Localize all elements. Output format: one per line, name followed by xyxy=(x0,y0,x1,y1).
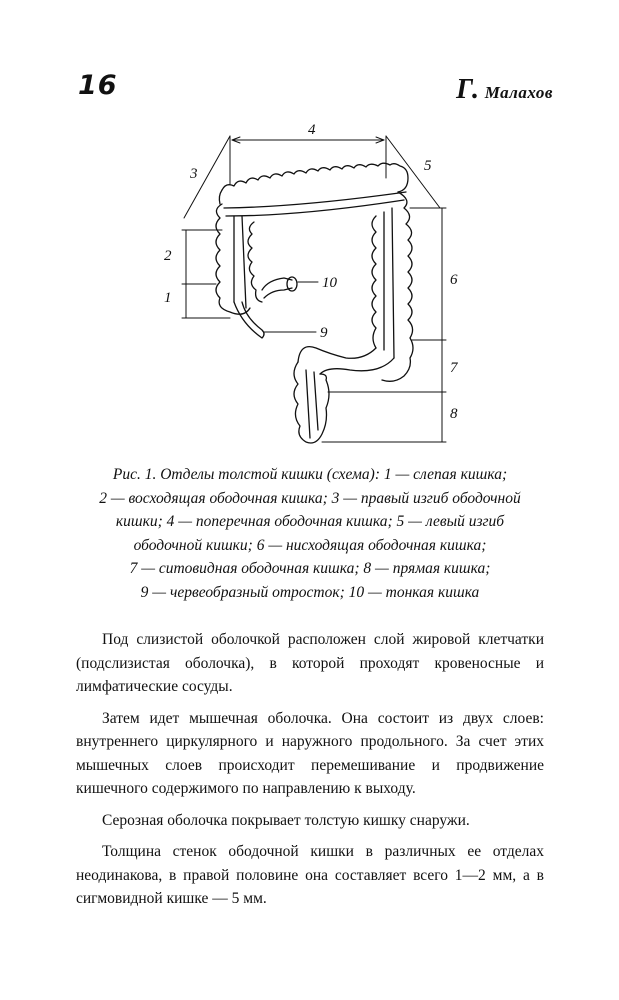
colon-diagram-svg xyxy=(150,112,490,457)
appendix-shape xyxy=(234,302,264,338)
transverse-colon-lower-edge xyxy=(219,190,222,204)
author-surname: Малахов xyxy=(484,83,553,102)
descending-colon-outer xyxy=(382,192,413,381)
caption-line: 2 — восходящая ободочная кишка; 3 — правый изгиб ободочной xyxy=(99,489,521,507)
sigmoid-colon-shape-2 xyxy=(320,358,394,374)
dimension-lines xyxy=(182,136,446,442)
paragraph: Серозная оболочка покрывает толстую кишку снаружи. xyxy=(102,811,470,829)
label-9: 9 xyxy=(320,325,328,341)
author-initials: Г. xyxy=(456,74,480,105)
caption-line: 9 — червеобразный отросток; 10 — тонкая кишка xyxy=(140,583,480,601)
running-head-author xyxy=(456,74,553,106)
label-1: 1 xyxy=(164,290,172,306)
label-10: 10 xyxy=(322,275,337,291)
caption-line: кишки; 4 — поперечная ободочная кишка; 5 — левый изгиб xyxy=(115,513,505,530)
label-8: 8 xyxy=(450,406,458,422)
dim-5-line xyxy=(386,136,440,208)
page-number: 16 xyxy=(78,70,118,101)
ascending-colon-outline xyxy=(216,204,250,314)
label-2: 2 xyxy=(164,248,172,264)
rectum-fold-2 xyxy=(314,372,318,430)
paragraph: Под слизистой оболочкой расположен слой жировой клетчатки (подслизистая оболочка), в которой проходят кровеносные и лимфатические сосуды. xyxy=(76,631,544,695)
caption-line: Рис. 1. Отделы толстой кишки (схема): 1 — слепая кишка; xyxy=(112,466,508,483)
transverse-colon-outline xyxy=(222,163,408,192)
colon-diagram xyxy=(150,112,490,457)
descending-colon-inner xyxy=(372,216,376,348)
paragraph: Затем идет мышечная оболочка. Она состоит из двух слоев: внутреннего циркулярного и наружного продольного. За счет этих мышечных слоев происходит перемешивание и продвижение кишечного содержимого по направлению к выходу. xyxy=(76,709,544,797)
transverse-colon-inner-line xyxy=(224,192,406,208)
ascending-colon-inner xyxy=(248,222,262,302)
body-text xyxy=(76,628,544,919)
caption-line: 7 — ситовидная ободочная кишка; 8 — прямая кишка; xyxy=(129,560,491,577)
small-intestine-opening xyxy=(287,277,297,291)
label-7: 7 xyxy=(450,360,458,376)
label-6: 6 xyxy=(450,272,458,288)
label-4: 4 xyxy=(308,122,316,138)
label-3: 3 xyxy=(190,166,198,182)
small-intestine-tube-2 xyxy=(264,288,292,298)
rectum-outline xyxy=(294,362,329,443)
caption-line: ободочной кишки; 6 — нисходящая ободочная кишка; xyxy=(133,536,487,554)
rectum-fold-1 xyxy=(306,370,310,438)
paragraph: Толщина стенок ободочной кишки в различных ее отделах неодинакова, в правой половине она составляет всего 1—2 мм, а в сигмовидной кишке — 5 мм. xyxy=(76,843,544,907)
descending-colon-line-b xyxy=(392,208,394,358)
sigmoid-colon-shape xyxy=(298,347,376,362)
label-5: 5 xyxy=(424,158,432,174)
ascending-colon-line-b xyxy=(242,216,246,308)
figure-caption xyxy=(60,463,560,604)
